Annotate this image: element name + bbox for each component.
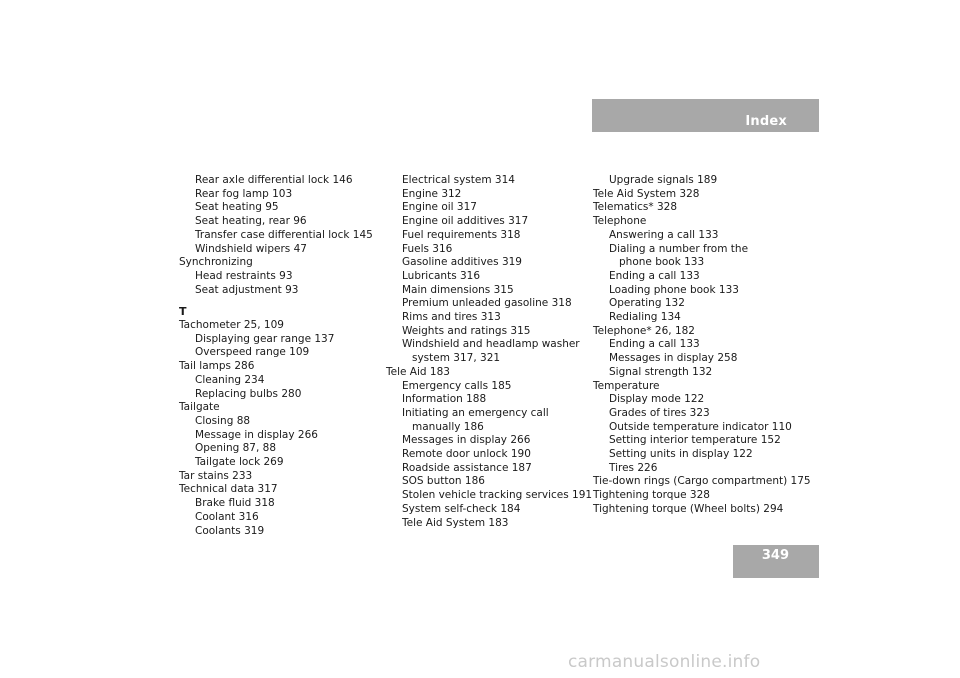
index-subentry: Cleaning 234 <box>195 373 265 386</box>
index-subentry: Setting units in display 122 <box>609 448 753 461</box>
page-number: 349 <box>761 548 789 563</box>
index-subentry: Messages in display 258 <box>609 352 738 365</box>
index-subentry: Weights and ratings 315 <box>402 324 531 337</box>
index-subentry: Emergency calls 185 <box>402 379 512 392</box>
index-subentry: Rims and tires 313 <box>402 311 501 324</box>
index-subentry: Gasoline additives 319 <box>402 256 522 269</box>
index-subentry: Stolen vehicle tracking services 191 <box>402 489 593 502</box>
index-subentry: Closing 88 <box>195 414 251 427</box>
index-subentry: Display mode 122 <box>609 393 705 406</box>
index-entry: Telephone* 26, 182 <box>593 324 695 337</box>
index-subentry: Brake fluid 318 <box>195 497 275 510</box>
index-subentry: manually 186 <box>412 420 484 433</box>
index-entry: Temperature <box>593 379 660 392</box>
index-entry: Tie-down rings (Cargo compartment) 175 <box>593 475 811 488</box>
index-entry: Tightening torque 328 <box>593 489 710 502</box>
index-subentry: Seat adjustment 93 <box>195 283 299 296</box>
index-subentry: Operating 132 <box>609 297 685 310</box>
index-subentry: Loading phone book 133 <box>609 283 739 296</box>
index-subentry: Engine oil 317 <box>402 201 477 214</box>
index-subentry: SOS button 186 <box>402 475 485 488</box>
index-subentry: Redialing 134 <box>609 311 681 324</box>
index-subentry: Messages in display 266 <box>402 434 531 447</box>
index-entry: Telephone <box>593 215 647 228</box>
index-subentry: Windshield wipers 47 <box>195 242 307 255</box>
index-subentry: Fuel requirements 318 <box>402 228 521 241</box>
index-subentry: Signal strength 132 <box>609 365 713 378</box>
index-subentry: Seat heating 95 <box>195 201 279 214</box>
index-subentry: Opening 87, 88 <box>195 442 277 455</box>
index-subentry: Head restraints 93 <box>195 269 293 282</box>
index-subentry: Ending a call 133 <box>609 338 700 351</box>
index-subentry: Windshield and headlamp washer <box>402 338 580 351</box>
index-subentry: Transfer case differential lock 145 <box>195 228 373 241</box>
index-subentry: Lubricants 316 <box>402 269 481 282</box>
index-entry: Tailgate <box>179 401 220 414</box>
index-subentry: Fuels 316 <box>402 242 453 255</box>
index-subentry: Remote door unlock 190 <box>402 448 531 461</box>
index-entry: Synchronizing <box>179 256 253 269</box>
index-subentry: phone book 133 <box>619 256 705 269</box>
index-subentry: Information 188 <box>402 393 487 406</box>
index-subentry: Premium unleaded gasoline 318 <box>402 297 572 310</box>
index-column-2 <box>386 174 593 530</box>
index-subentry: Initiating an emergency call <box>402 406 549 419</box>
index-subentry: Grades of tires 323 <box>609 406 710 419</box>
index-subentry: Setting interior temperature 152 <box>609 434 781 447</box>
index-subentry: System self-check 184 <box>402 502 521 515</box>
index-entry: Telematics* 328 <box>593 201 678 214</box>
index-subentry: Tires 226 <box>609 461 658 474</box>
index-subentry: Dialing a number from the <box>609 242 749 255</box>
index-subentry: Ending a call 133 <box>609 269 700 282</box>
section-title: Index <box>745 114 787 129</box>
index-subentry: Engine 312 <box>402 187 462 200</box>
index-subentry: Rear fog lamp 103 <box>195 187 293 200</box>
index-entry: Tar stains 233 <box>179 469 253 482</box>
index-subentry: Tele Aid System 183 <box>402 516 509 529</box>
index-column-1 <box>179 174 379 538</box>
index-subentry: system 317, 321 <box>412 352 501 365</box>
section-header-tab <box>592 99 819 132</box>
index-subentry: Answering a call 133 <box>609 228 719 241</box>
index-subentry: Upgrade signals 189 <box>609 174 718 186</box>
index-subentry: Tailgate lock 269 <box>195 456 284 469</box>
index-subentry: Overspeed range 109 <box>195 346 310 359</box>
index-entry: Tele Aid 183 <box>386 365 450 378</box>
index-entry: Technical data 317 <box>179 483 278 496</box>
index-column-3 <box>593 174 811 517</box>
index-subentry: Replacing bulbs 280 <box>195 387 302 400</box>
index-subentry: Message in display 266 <box>195 428 318 441</box>
index-subentry: Displaying gear range 137 <box>195 332 335 345</box>
index-subentry: Electrical system 314 <box>402 174 515 186</box>
index-entry: Tachometer 25, 109 <box>179 319 284 332</box>
index-subentry: Rear axle differential lock 146 <box>195 174 353 186</box>
page-number-tab <box>733 545 819 578</box>
index-entry: Tele Aid System 328 <box>593 187 700 200</box>
index-letter-heading: T <box>179 305 187 319</box>
index-subentry: Main dimensions 315 <box>402 283 514 296</box>
index-subentry: Outside temperature indicator 110 <box>609 420 792 433</box>
watermark: carmanualsonline.info <box>568 652 761 672</box>
index-entry: Tightening torque (Wheel bolts) 294 <box>593 502 784 515</box>
index-subentry: Engine oil additives 317 <box>402 215 529 228</box>
index-subentry: Coolants 319 <box>195 524 265 537</box>
index-entry: Tail lamps 286 <box>179 360 255 373</box>
index-subentry: Seat heating, rear 96 <box>195 215 307 228</box>
index-subentry: Coolant 316 <box>195 510 259 523</box>
index-subentry: Roadside assistance 187 <box>402 461 532 474</box>
